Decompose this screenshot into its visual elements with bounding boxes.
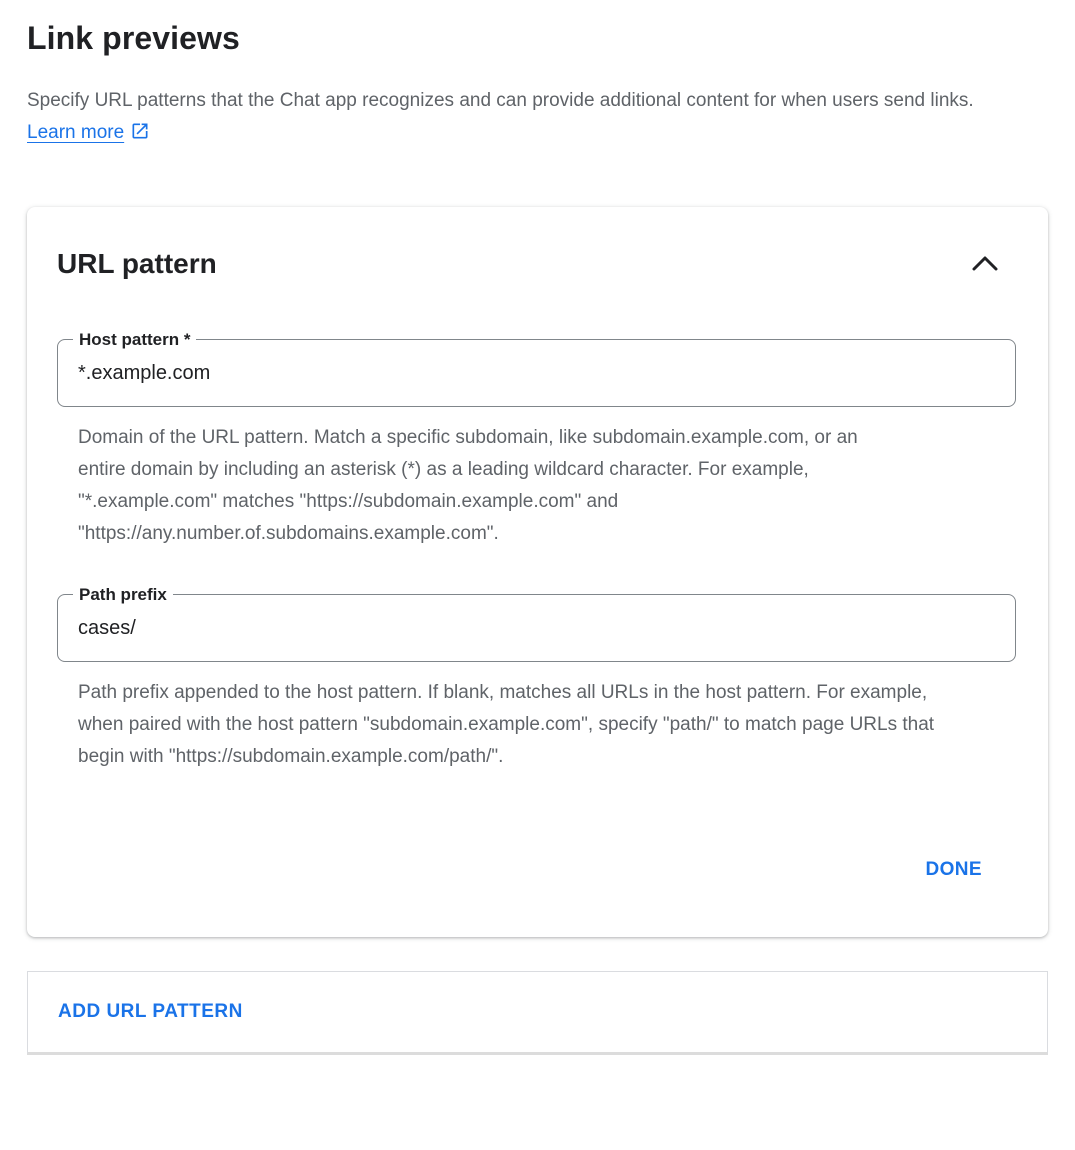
page-title: Link previews: [27, 20, 240, 56]
add-url-pattern-card: [27, 971, 1048, 1055]
host-pattern-input[interactable]: [78, 362, 995, 385]
path-prefix-field: [57, 585, 1016, 662]
learn-more-link[interactable]: [27, 122, 150, 143]
page-description-text: Specify URL patterns that the Chat app recognizes and can provide additional content for when users send links.: [27, 90, 974, 111]
page-description: [27, 85, 1042, 149]
host-pattern-field: [57, 330, 1016, 407]
learn-more-label: Learn more: [27, 122, 125, 143]
url-pattern-title: URL pattern: [57, 248, 217, 279]
path-prefix-helper-text: Path prefix appended to the host pattern. If blank, matches all URLs in the host pattern. For example, when paired with the host pattern "subdomain.example.com", specify "path/" to match page URLs that begin with "https://subdomain.example.com/path/".: [78, 682, 935, 767]
url-pattern-card: [27, 207, 1048, 937]
host-pattern-helper-text: Domain of the URL pattern. Match a specific subdomain, like subdomain.example.com, or an entire domain by including an asterisk (*) as a leading wildcard character. For example, "*.example.com" matches "https://subdomain.example.com" and "https://any.number.of.subdomains.example.com".: [78, 427, 858, 544]
done-button[interactable]: DONE: [916, 851, 993, 889]
path-prefix-field-group: [57, 585, 1016, 773]
open-in-new-icon: [130, 121, 150, 141]
chevron-up-icon: [970, 251, 1000, 277]
card-actions-row: [57, 851, 1016, 889]
host-pattern-field-group: [57, 330, 1016, 550]
path-prefix-input[interactable]: [78, 617, 995, 640]
url-pattern-card-header: [57, 247, 1016, 281]
add-url-pattern-button[interactable]: ADD URL PATTERN: [48, 993, 253, 1031]
collapse-card-button[interactable]: [966, 247, 1004, 281]
path-prefix-label: Path prefix: [73, 585, 173, 605]
host-pattern-label: Host pattern *: [73, 330, 196, 350]
